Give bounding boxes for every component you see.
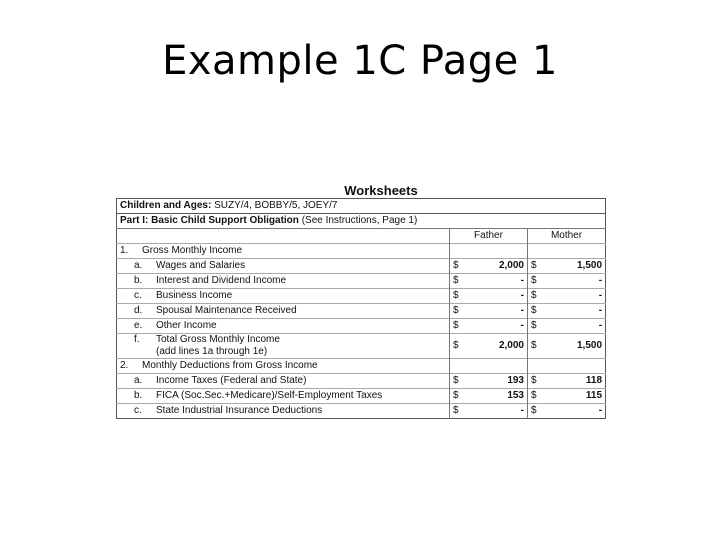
mother-column-header: Mother	[528, 229, 606, 244]
row-label: Interest and Dividend Income	[156, 275, 287, 286]
row-label-cell	[117, 334, 450, 359]
father-amount: -	[464, 304, 528, 319]
part-header-row	[117, 214, 606, 229]
father-amount: -	[464, 404, 528, 419]
row-number: c.	[134, 290, 142, 301]
father-amount: 193	[464, 374, 528, 389]
mother-amount: -	[542, 319, 606, 334]
row-number: c.	[134, 405, 142, 416]
row-label-cell	[117, 359, 450, 374]
worksheet-title: Worksheets	[344, 183, 418, 198]
row-number: a.	[134, 260, 143, 271]
mother-amount: 1,500	[542, 259, 606, 274]
father-currency: $	[450, 374, 464, 389]
mother-currency	[528, 359, 542, 374]
table-row	[117, 374, 606, 389]
row-label-line2: (add lines 1a through 1e)	[156, 346, 268, 357]
row-label: Business Income	[156, 290, 233, 301]
mother-amount	[542, 244, 606, 259]
table-row	[117, 389, 606, 404]
father-currency: $	[450, 404, 464, 419]
father-currency: $	[450, 319, 464, 334]
row-label-cell	[117, 244, 450, 259]
row-label: Spousal Maintenance Received	[156, 305, 297, 316]
row-number: 2.	[120, 360, 129, 371]
father-currency: $	[450, 289, 464, 304]
father-currency: $	[450, 334, 464, 359]
table-row	[117, 244, 606, 259]
row-label-cell	[117, 389, 450, 404]
table-row	[117, 404, 606, 419]
mother-currency: $	[528, 334, 542, 359]
row-label-cell	[117, 404, 450, 419]
row-number: a.	[134, 375, 143, 386]
father-amount: 153	[464, 389, 528, 404]
children-label: Children and Ages:	[120, 200, 212, 211]
table-row	[117, 259, 606, 274]
row-number: 1.	[120, 245, 129, 256]
row-label: Wages and Salaries	[156, 260, 246, 271]
father-amount	[464, 244, 528, 259]
father-column-header: Father	[450, 229, 528, 244]
mother-amount: -	[542, 404, 606, 419]
row-label: FICA (Soc.Sec.+Medicare)/Self-Employment Taxes	[156, 390, 383, 401]
father-currency: $	[450, 259, 464, 274]
mother-currency: $	[528, 304, 542, 319]
mother-currency	[528, 244, 542, 259]
row-label: Gross Monthly Income	[142, 245, 243, 256]
father-currency: $	[450, 389, 464, 404]
father-currency	[450, 244, 464, 259]
table-row	[117, 334, 606, 359]
mother-amount: -	[542, 274, 606, 289]
row-number: f.	[134, 334, 140, 345]
table-row	[117, 304, 606, 319]
mother-amount: 1,500	[542, 334, 606, 359]
mother-currency: $	[528, 289, 542, 304]
row-label-cell	[117, 374, 450, 389]
table-row	[117, 319, 606, 334]
mother-amount: 118	[542, 374, 606, 389]
mother-amount: -	[542, 304, 606, 319]
mother-currency: $	[528, 319, 542, 334]
mother-amount: -	[542, 289, 606, 304]
father-currency: $	[450, 304, 464, 319]
worksheet	[116, 183, 606, 419]
row-number: b.	[134, 275, 143, 286]
father-amount: 2,000	[464, 334, 528, 359]
mother-currency: $	[528, 374, 542, 389]
table-row	[117, 359, 606, 374]
father-amount	[464, 359, 528, 374]
table-row	[117, 289, 606, 304]
row-label-cell	[117, 304, 450, 319]
children-value: SUZY/4, BOBBY/5, JOEY/7	[214, 200, 338, 211]
row-number: b.	[134, 390, 143, 401]
mother-amount: 115	[542, 389, 606, 404]
column-header-row	[117, 229, 606, 244]
mother-currency: $	[528, 274, 542, 289]
mother-currency: $	[528, 259, 542, 274]
father-amount: 2,000	[464, 259, 528, 274]
row-label-cell	[117, 274, 450, 289]
row-label-cell	[117, 289, 450, 304]
worksheet-table	[116, 198, 606, 419]
mother-currency: $	[528, 404, 542, 419]
slide-title: Example 1C Page 1	[162, 38, 558, 84]
row-label-cell	[117, 319, 450, 334]
row-number: e.	[134, 320, 143, 331]
part-label: Part I: Basic Child Support Obligation	[120, 215, 299, 226]
row-label: Total Gross Monthly Income	[156, 334, 280, 345]
father-amount: -	[464, 319, 528, 334]
row-label: Monthly Deductions from Gross Income	[142, 360, 318, 371]
father-currency	[450, 359, 464, 374]
row-label: State Industrial Insurance Deductions	[156, 405, 323, 416]
father-amount: -	[464, 289, 528, 304]
worksheet-rows	[117, 244, 606, 419]
father-currency: $	[450, 274, 464, 289]
row-label-cell	[117, 259, 450, 274]
row-label: Income Taxes (Federal and State)	[156, 375, 307, 386]
part-note: (See Instructions, Page 1)	[301, 215, 418, 226]
table-row	[117, 274, 606, 289]
father-amount: -	[464, 274, 528, 289]
mother-amount	[542, 359, 606, 374]
mother-currency: $	[528, 389, 542, 404]
row-number: d.	[134, 305, 143, 316]
children-row	[117, 199, 606, 214]
row-label: Other Income	[156, 320, 217, 331]
